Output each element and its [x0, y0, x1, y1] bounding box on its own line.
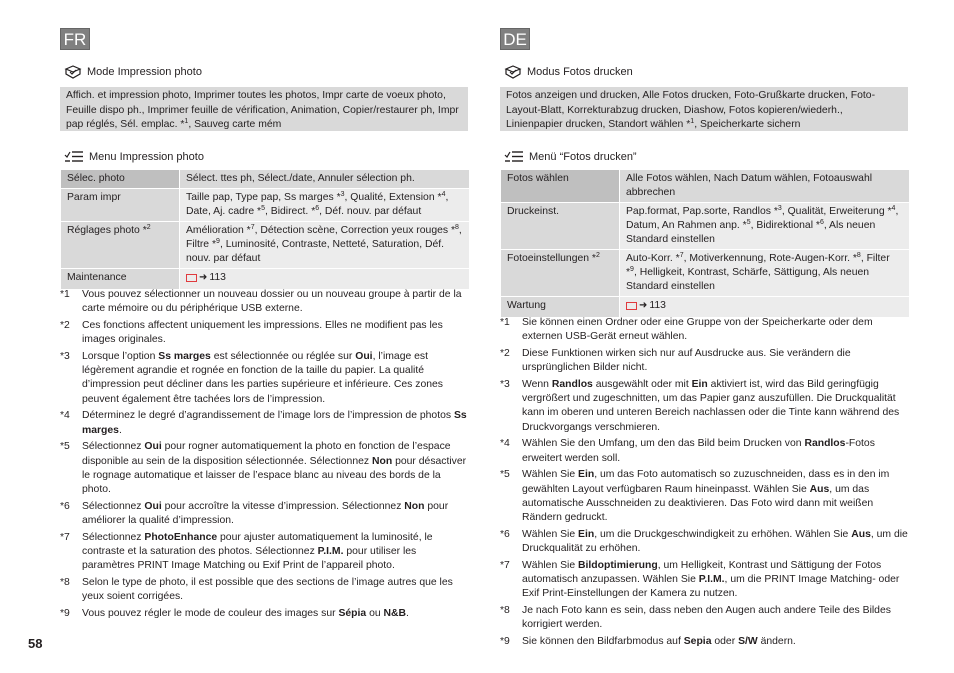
menu-title-text: Menü “Fotos drucken”: [529, 150, 637, 163]
table-row: [501, 250, 910, 297]
footnote: [500, 635, 910, 649]
footnote: [500, 559, 910, 602]
footnote-marker: *4: [500, 438, 510, 450]
footnote: [60, 500, 470, 528]
footnote-marker: *5: [60, 441, 70, 453]
footnote-text: Déterminez le degré d’agrandissement de l’image lors de l’impression de photos Ss marges.: [82, 410, 467, 436]
footnote-marker: *4: [60, 410, 70, 422]
footnote-marker: *8: [500, 605, 510, 617]
table-row: [61, 189, 470, 222]
footnote-text: Wählen Sie den Umfang, um den das Bild beim Drucken von Randlos-Fotos erweitert werden soll.: [522, 438, 875, 464]
footnote-text: Sie können einen Ordner oder eine Gruppe von der Speicherkarte oder dem externen USB-Gerät erneut wählen.: [522, 317, 873, 343]
footnote-marker: *9: [500, 636, 510, 648]
photo-mode-icon: [504, 65, 522, 79]
arrow-right-icon: ➜: [639, 300, 648, 311]
footnote: [500, 437, 910, 465]
menu-title-text: Menu Impression photo: [89, 150, 204, 163]
language-badge-fr: FR: [60, 28, 90, 50]
table-row: [61, 222, 470, 269]
footnote-text: Wählen Sie Ein, um die Druckgeschwindigkeit zu erhöhen. Wählen Sie Aus, um die Druckqualität zu erhöhen.: [522, 528, 908, 555]
row-value: Taille pap, Type pap, Ss marges *$^3$, Qualité, Extension *$^4$, Date, Aj. cadre *$^5$, Bidirect. *$^6$, Déf. nouv. par défaut: [180, 189, 470, 222]
footnote-text: Ces fonctions affectent uniquement les impressions. Elles ne modifient pas les images originales.: [82, 320, 443, 346]
footnote-text: Lorsque l’option Ss marges est sélectionnée ou réglée sur Oui, l’image est légèrement agrandie et rognée en fonction de la taille du papier. La qualité d’impression peut décliner dans les parties supérieure et inférieure. Ces zones peuvent également être tachées lors de l’impression.: [82, 351, 443, 405]
arrow-right-icon: ➜: [199, 272, 208, 283]
menu-title-de: [504, 150, 637, 163]
footnote: [60, 607, 470, 621]
row-key: Réglages photo *$^2$: [61, 222, 180, 269]
table-row: [501, 297, 910, 318]
footnote-text: Wenn Randlos ausgewählt oder mit Ein aktiviert ist, wird das Bild geringfügig vergrößert und zugeschnitten, um das Papier ganz auszufüllen. Die Druckqualität kann im oberen und unteren Bereich nachlassen oder die Tinte kann während des Druckvorgangs verschmieren.: [522, 379, 900, 433]
menu-table-fr: [60, 169, 470, 290]
footnote-text: Je nach Foto kann es sein, dass neben den Augen auch andere Teile des Bildes korrigiert werden.: [522, 605, 891, 631]
footnote-marker: *1: [500, 317, 510, 328]
row-value: Amélioration *$^7$, Détection scène, Correction yeux rouges *$^8$, Filtre *$^9$, Luminosité, Contraste, Netteté, Saturation, Déf. nouv. par défaut: [180, 222, 470, 269]
footnote: [60, 350, 470, 407]
mode-box-de: [500, 87, 908, 131]
row-value: Sélect. ttes ph, Sélect./date, Annuler sélection ph.: [180, 170, 470, 189]
footnote: [60, 319, 470, 347]
footnote-marker: *1: [60, 289, 70, 300]
table-row: [501, 170, 910, 203]
table-row: [61, 170, 470, 189]
footnote-marker: *6: [500, 528, 510, 540]
footnote-text: Sélectionnez Oui pour accroître la vitesse d’impression. Sélectionnez Non pour améliorer la qualité d’impression.: [82, 500, 449, 527]
footnote-marker: *8: [60, 577, 70, 589]
footnotes-de: [500, 316, 910, 652]
footnote-text: Wählen Sie Bildoptimierung, um Helligkeit, Kontrast und Sättigung der Fotos automatisch anzupassen. Wählen Sie P.I.M., um die PRINT Image Matching- oder Exif Print-Einstellungen der Kamera zu nutzen.: [522, 559, 900, 600]
footnote-marker: *5: [500, 469, 510, 481]
row-value: [180, 269, 470, 290]
footnote-text: Wählen Sie Ein, um das Foto automatisch so zuzuschneiden, dass es in den im gewählten Layout verfügbaren Raum hineinpasst. Wählen Sie Aus, um das automatische Ausschneiden zu deaktivieren. Das Foto wird dann mit weißen Rändern gedruckt.: [522, 469, 890, 524]
footnotes-fr: [60, 288, 470, 624]
footnote-text: Selon le type de photo, il est possible que des sections de l’image autres que les yeux soient corrigées.: [82, 577, 453, 603]
book-icon: [626, 302, 637, 310]
menu-list-icon: [504, 150, 524, 163]
footnote-text: Sélectionnez PhotoEnhance pour ajuster automatiquement la luminosité, le contraste et la saturation des photos. Sélectionnez P.I.M. pour utiliser les paramètres PRINT Image Matching ou Exif Print de l’appareil photo.: [82, 531, 433, 572]
footnote-marker: *6: [60, 500, 70, 512]
mode-title-text: Modus Fotos drucken: [527, 66, 633, 78]
page-ref-number: 113: [649, 300, 666, 311]
footnote-marker: *3: [500, 379, 510, 390]
footnote: [500, 347, 910, 375]
row-key: Maintenance: [61, 269, 180, 290]
mode-box-text: Fotos anzeigen und drucken, Alle Fotos drucken, Foto-Grußkarte drucken, Foto-Layout-Blatt, Korrekturabzug drucken, Diashow, Fotos kopieren/wiederh., Linienpapier drucken, Standort wählen *$^1$, Speicherkarte sichern: [506, 90, 876, 130]
footnote: [500, 604, 910, 632]
row-key: Fotoeinstellungen *$^2$: [501, 250, 620, 297]
page-reference[interactable]: [626, 299, 666, 313]
menu-title-fr: [64, 150, 204, 163]
footnote-text: Sélectionnez Oui pour rogner automatiquement la photo en fonction de l’espace disponible au sein de la disposition sélectionnée. Sélectionnez Non pour désactiver le rognage automatique et laisser de l’espace blanc au niveau des bords de la photo.: [82, 441, 467, 496]
table-row: [61, 269, 470, 290]
row-key: Fotos wählen: [501, 170, 620, 203]
mode-title-de: [504, 65, 633, 79]
footnote-marker: *7: [500, 559, 510, 571]
page-number: 58: [28, 636, 43, 651]
language-badge-de: DE: [500, 28, 530, 50]
row-key: Wartung: [501, 297, 620, 318]
row-value: [620, 297, 910, 318]
footnote: [500, 528, 910, 556]
mode-box-fr: [60, 87, 468, 131]
footnote-text: Sie können den Bildfarbmodus auf Sepia oder S/W ändern.: [522, 636, 796, 648]
mode-box-text: Affich. et impression photo, Imprimer toutes les photos, Impr carte de voeux photo, Feuille dispo ph., Imprimer feuille de vérification, Animation, Copier/restaurer ph, Impr pap réglés, Sél. emplac. *$^1$, Sauveg carte mém: [66, 90, 459, 130]
footnote-marker: *2: [60, 320, 70, 331]
page-ref-number: 113: [209, 272, 226, 283]
row-key: Druckeinst.: [501, 203, 620, 250]
table-row: [501, 203, 910, 250]
footnote: [500, 378, 910, 435]
row-key: Sélec. photo: [61, 170, 180, 189]
row-value: Auto-Korr. *$^7$, Motiverkennung, Rote-Augen-Korr. *$^8$, Filter *$^9$, Helligkeit, Kontrast, Schärfe, Sättigung, Als neuen Standard einstellen: [620, 250, 910, 297]
footnote: [60, 440, 470, 497]
footnote-text: Vous pouvez régler le mode de couleur des images sur Sépia ou N&B.: [82, 608, 409, 620]
menu-table-de: [500, 169, 910, 318]
row-value: Alle Fotos wählen, Nach Datum wählen, Fotoauswahl abbrechen: [620, 170, 910, 203]
photo-mode-icon: [64, 65, 82, 79]
footnote-marker: *2: [500, 348, 510, 359]
footnote-text: Diese Funktionen wirken sich nur auf Ausdrucke aus. Sie verändern die ursprünglichen Bilder nicht.: [522, 348, 851, 374]
page-reference[interactable]: [186, 271, 226, 285]
book-icon: [186, 274, 197, 282]
row-value: Pap.format, Pap.sorte, Randlos *$^3$, Qualität, Erweiterung *$^4$, Datum, An Rahmen anp. *$^5$, Bidirektional *$^6$, Als neuen Standard einstellen: [620, 203, 910, 250]
footnote-marker: *9: [60, 608, 70, 620]
mode-title-fr: [64, 65, 202, 79]
footnote: [60, 409, 470, 437]
row-key: Param impr: [61, 189, 180, 222]
footnote-marker: *7: [60, 531, 70, 543]
mode-title-text: Mode Impression photo: [87, 66, 202, 78]
footnote: [500, 316, 910, 344]
footnote: [60, 288, 470, 316]
footnote: [60, 531, 470, 574]
footnote-marker: *3: [60, 351, 70, 362]
footnote: [60, 576, 470, 604]
footnote: [500, 468, 910, 525]
menu-list-icon: [64, 150, 84, 163]
footnote-text: Vous pouvez sélectionner un nouveau dossier ou un nouveau groupe à partir de la carte mémoire ou du périphérique USB externe.: [82, 289, 462, 315]
